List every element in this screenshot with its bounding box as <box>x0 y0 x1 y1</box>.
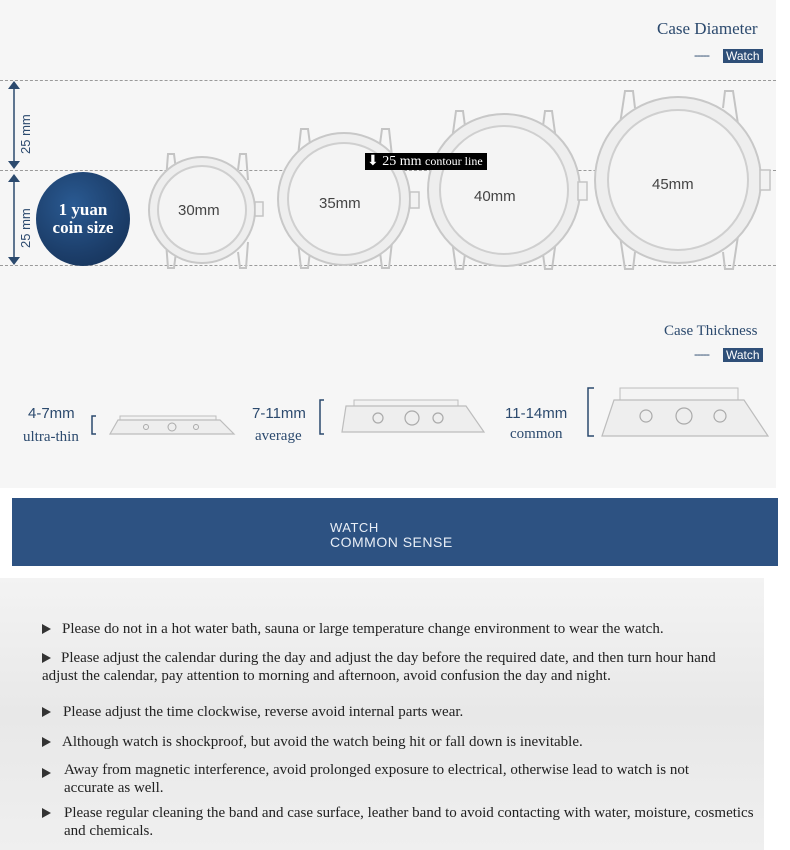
banner-line-1: WATCH <box>330 520 379 535</box>
tip-item <box>42 703 742 721</box>
case-thickness-dash: ----- <box>694 347 709 361</box>
bullet-arrow-icon <box>42 768 51 778</box>
contour-arrow-icon: ⬇ <box>367 154 379 169</box>
tip-item <box>42 804 764 840</box>
case-thickness-title: Case Thickness <box>664 323 758 339</box>
coin-1-yuan <box>36 172 130 266</box>
thickness-common-label: common <box>510 426 563 442</box>
guide-line-top <box>0 80 776 81</box>
bullet-arrow-icon <box>42 737 51 747</box>
watch-30mm-label: 30mm <box>178 202 220 219</box>
watch-45mm-label: 45mm <box>652 176 694 193</box>
tip-text: Please regular cleaning the band and case surface, leather band to avoid contacting with water, moisture, cosmetics and chemicals. <box>64 805 754 839</box>
thickness-ultra-thin-label: ultra-thin <box>23 429 79 445</box>
thickness-average-range: 7-11mm <box>252 405 306 422</box>
tip-text: Please do not in a hot water bath, sauna or large temperature change environment to wear the watch. <box>62 621 664 637</box>
tips-section <box>0 578 764 850</box>
case-diameter-dash: ----- <box>694 48 709 62</box>
tip-item <box>42 620 742 638</box>
case-thickness-tag: Watch <box>723 348 763 362</box>
bullet-arrow-icon <box>42 624 51 634</box>
bullet-arrow-icon <box>42 808 51 818</box>
watch-average-profile-icon <box>316 396 492 438</box>
upper-25mm-label: 25 mm <box>18 114 33 154</box>
tip-text: Although watch is shockproof, but avoid the watch being hit or fall down is inevitable. <box>62 734 583 750</box>
watch-ultra-thin-profile-icon <box>88 410 238 440</box>
watch-common-profile-icon <box>584 384 774 440</box>
coin-line-1: 1 yuan <box>58 200 108 219</box>
bullet-arrow-icon <box>42 653 51 663</box>
tip-item <box>42 649 754 685</box>
contour-mm: 25 mm <box>382 154 422 169</box>
thickness-common-range: 11-14mm <box>505 405 568 422</box>
coin-line-2: coin size <box>52 218 114 237</box>
thickness-ultra-thin-range: 4-7mm <box>28 405 75 422</box>
tip-text: Away from magnetic interference, avoid prolonged exposure to electrical, otherwise lead to watch is not accurate as well. <box>64 762 690 796</box>
tip-text: Please adjust the calendar during the day and adjust the day before the required date, and then turn hour hand adjust the calendar, pay attention to morning and afternoon, avoid confusion the day and night. <box>42 650 716 684</box>
watch-40mm-label: 40mm <box>474 188 516 205</box>
bullet-arrow-icon <box>42 707 51 717</box>
contour-text: contour line <box>425 154 483 168</box>
common-sense-banner <box>12 498 778 566</box>
lower-25mm-label: 25 mm <box>18 208 33 248</box>
thickness-average-label: average <box>255 428 302 444</box>
tip-text: Please adjust the time clockwise, reverse avoid internal parts wear. <box>63 704 464 720</box>
case-diameter-tag: Watch <box>723 49 763 63</box>
tip-item <box>42 733 742 751</box>
case-diameter-title: Case Diameter <box>657 19 758 38</box>
banner-line-2: COMMON SENSE <box>330 534 453 550</box>
tip-item <box>42 761 742 797</box>
contour-line-label <box>365 153 487 170</box>
watch-35mm-label: 35mm <box>319 195 361 212</box>
